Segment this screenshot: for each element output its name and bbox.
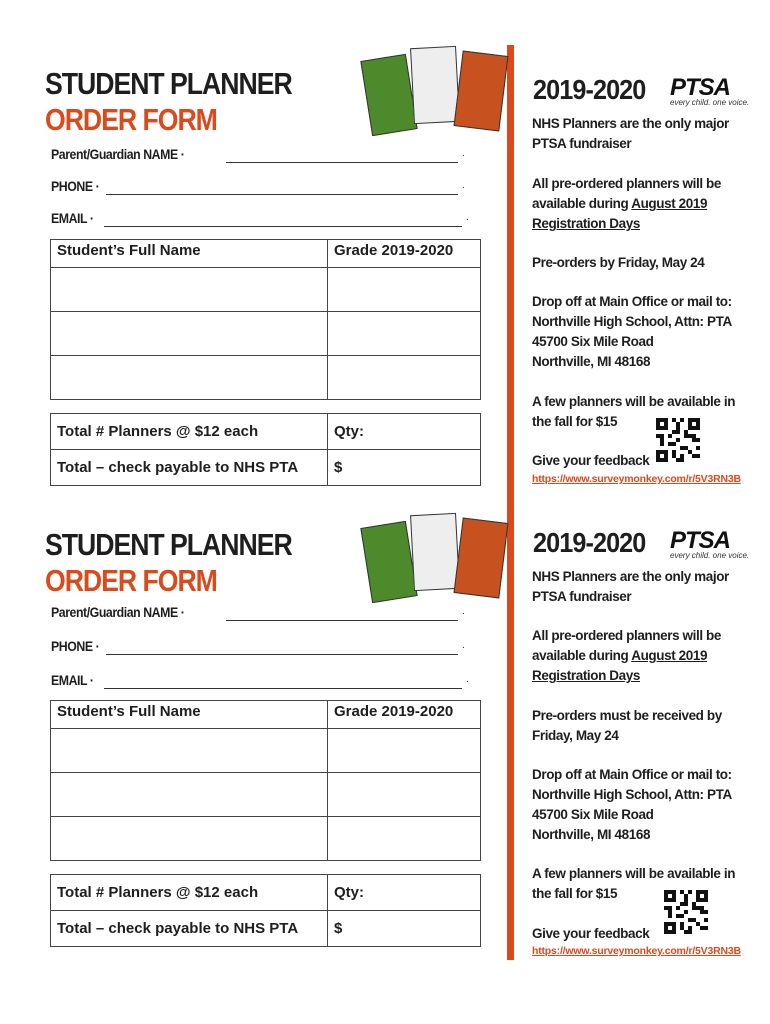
fall-availability-note: A few planners will be available in the fall for $15 [532, 394, 736, 429]
school-year: 2019-2020 [533, 527, 646, 558]
line-end-dot: . [462, 180, 465, 191]
registration-days: Registration Days [532, 668, 640, 683]
ptsa-tagline: every child. one voice. [670, 98, 750, 107]
registration-days: Registration Days [532, 216, 640, 231]
form-title-line2: ORDER FORM [45, 563, 217, 598]
student-name-cell[interactable] [51, 268, 328, 312]
parent-name-label: Parent/Guardian NAME · [51, 146, 185, 162]
ptsa-logo: PTSA [670, 527, 731, 554]
fundraiser-note: NHS Planners are the only major PTSA fundraiser [532, 116, 729, 151]
table-row [51, 268, 481, 312]
student-name-cell[interactable] [51, 773, 328, 817]
student-name-cell[interactable] [51, 312, 328, 356]
planner-cover-green [360, 521, 417, 603]
form-title-line1: STUDENT PLANNER [45, 66, 292, 101]
feedback-label: Give your feedback [532, 926, 650, 941]
table-row [51, 729, 481, 773]
planner-cover-orange [454, 517, 509, 598]
grade-cell[interactable] [328, 817, 481, 861]
grade-cell[interactable] [328, 729, 481, 773]
fundraiser-note: NHS Planners are the only major PTSA fundraiser [532, 569, 729, 604]
availability-note [532, 626, 747, 686]
line-end-dot: . [462, 640, 465, 651]
email-field[interactable] [104, 688, 462, 689]
planner-cover-green [360, 54, 417, 136]
planner-covers-image [364, 45, 504, 135]
email-label: EMAIL · [51, 672, 94, 688]
address-line: Drop off at Main Office or mail to: [532, 294, 732, 309]
table-row [51, 817, 481, 861]
preorder-deadline: Pre-orders must be received by Friday, May 24 [532, 708, 722, 743]
phone-field[interactable] [106, 654, 458, 655]
availability-date: August 2019 [631, 196, 708, 211]
qty-field[interactable]: Qty: [328, 414, 481, 450]
email-label: EMAIL · [51, 210, 94, 226]
totals-row [51, 450, 481, 486]
planner-cover-white [410, 46, 460, 124]
parent-name-field[interactable] [226, 162, 458, 163]
student-name-cell[interactable] [51, 729, 328, 773]
line-end-dot: . [462, 606, 465, 617]
grade-cell[interactable] [328, 268, 481, 312]
header-student-name: Student’s Full Name [51, 701, 328, 729]
table-row [51, 773, 481, 817]
vertical-divider [507, 45, 514, 960]
parent-name-field[interactable] [226, 620, 458, 621]
line-end-dot: . [466, 674, 469, 685]
qr-code-icon[interactable] [656, 418, 700, 462]
student-table [50, 700, 481, 861]
planner-cover-white [410, 513, 460, 591]
student-name-cell[interactable] [51, 817, 328, 861]
grade-cell[interactable] [328, 356, 481, 400]
survey-link[interactable]: https://www.surveymonkey.com/r/5V3RN3B [532, 473, 741, 485]
total-planners-label: Total # Planners @ $12 each [51, 875, 328, 911]
phone-label: PHONE · [51, 638, 100, 654]
total-check-label: Total – check payable to NHS PTA [51, 450, 328, 486]
line-end-dot: . [466, 212, 469, 223]
ptsa-logo: PTSA [670, 74, 731, 101]
totals-table [50, 874, 481, 947]
total-check-label: Total – check payable to NHS PTA [51, 911, 328, 947]
address-line: Drop off at Main Office or mail to: [532, 767, 732, 782]
phone-label: PHONE · [51, 178, 100, 194]
form-title-line1: STUDENT PLANNER [45, 527, 292, 562]
totals-row [51, 911, 481, 947]
total-planners-label: Total # Planners @ $12 each [51, 414, 328, 450]
table-header-row [51, 240, 481, 268]
address-line: 45700 Six Mile Road [532, 807, 654, 822]
line-end-dot: . [462, 148, 465, 159]
table-row [51, 312, 481, 356]
planner-cover-orange [454, 50, 509, 131]
grade-cell[interactable] [328, 773, 481, 817]
phone-field[interactable] [106, 194, 458, 195]
fall-availability-note: A few planners will be available in the fall for $15 [532, 866, 736, 901]
preorder-deadline: Pre-orders by Friday, May 24 [532, 255, 705, 270]
totals-table [50, 413, 481, 486]
totals-row [51, 414, 481, 450]
totals-row [51, 875, 481, 911]
email-field[interactable] [104, 226, 462, 227]
dollar-field[interactable]: $ [328, 450, 481, 486]
student-name-cell[interactable] [51, 356, 328, 400]
header-grade: Grade 2019-2020 [328, 240, 481, 268]
mailing-address [532, 765, 747, 845]
availability-note [532, 174, 747, 234]
student-table [50, 239, 481, 400]
feedback-label: Give your feedback [532, 453, 650, 468]
parent-name-label: Parent/Guardian NAME · [51, 604, 185, 620]
qr-code-icon[interactable] [664, 890, 708, 934]
qty-field[interactable]: Qty: [328, 875, 481, 911]
availability-text: All pre-ordered planners will be available during [532, 628, 721, 663]
header-student-name: Student’s Full Name [51, 240, 328, 268]
school-year: 2019-2020 [533, 74, 646, 105]
ptsa-tagline: every child. one voice. [670, 551, 750, 560]
address-line: Northville, MI 48168 [532, 354, 651, 369]
survey-link[interactable]: https://www.surveymonkey.com/r/5V3RN3B [532, 945, 741, 957]
form-title-line2: ORDER FORM [45, 102, 217, 137]
dollar-field[interactable]: $ [328, 911, 481, 947]
header-grade: Grade 2019-2020 [328, 701, 481, 729]
address-line: Northville, MI 48168 [532, 827, 651, 842]
address-line: 45700 Six Mile Road [532, 334, 654, 349]
address-line: Northville High School, Attn: PTA [532, 314, 732, 329]
availability-text: All pre-ordered planners will be available during [532, 176, 721, 211]
mailing-address [532, 292, 747, 372]
table-row [51, 356, 481, 400]
availability-date: August 2019 [631, 648, 708, 663]
grade-cell[interactable] [328, 312, 481, 356]
planner-covers-image [364, 512, 504, 602]
table-header-row [51, 701, 481, 729]
address-line: Northville High School, Attn: PTA [532, 787, 732, 802]
